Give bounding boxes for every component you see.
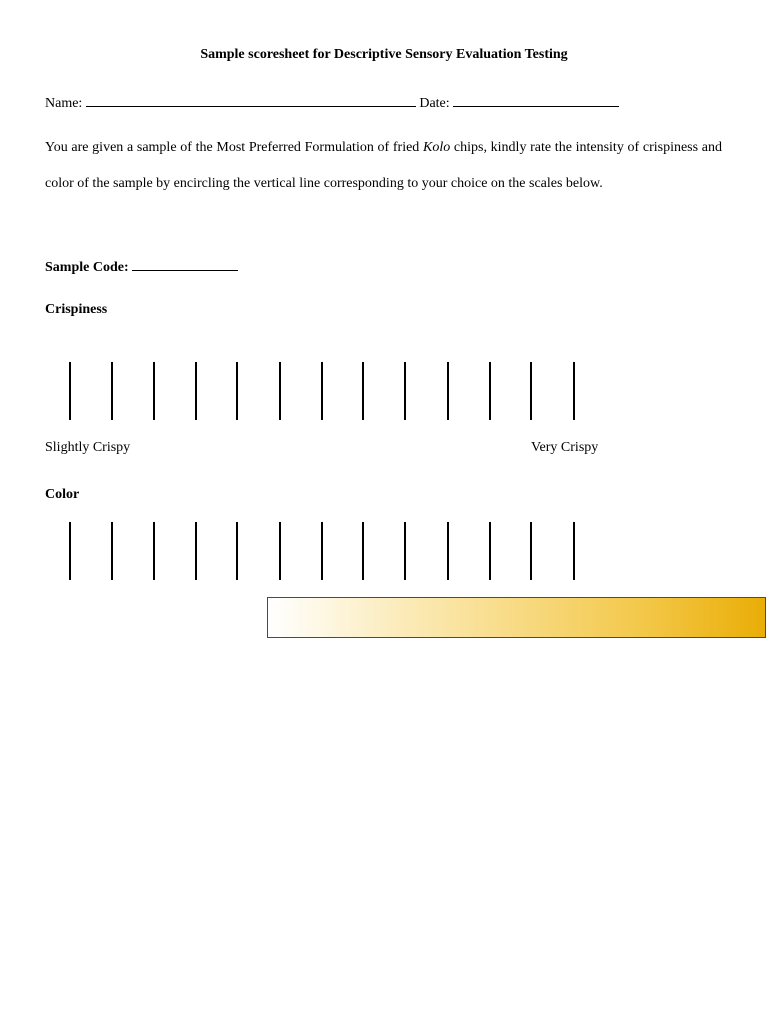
- page-title: Sample scoresheet for Descriptive Sensory Evaluation Testing: [200, 47, 568, 62]
- crispiness-scale-tick[interactable]: [404, 362, 406, 420]
- color-scale: [0, 522, 768, 582]
- crispiness-scale-tick[interactable]: [362, 362, 364, 420]
- crispiness-heading: Crispiness: [45, 302, 108, 317]
- color-scale-tick[interactable]: [153, 522, 155, 580]
- color-scale-tick[interactable]: [489, 522, 491, 580]
- crispiness-scale-tick[interactable]: [69, 362, 71, 420]
- sample-code-label: Sample Code:: [45, 260, 129, 275]
- crispiness-scale-tick[interactable]: [195, 362, 197, 420]
- crispiness-scale-tick[interactable]: [111, 362, 113, 420]
- date-label: Date:: [419, 96, 450, 111]
- instructions-italic: Kolo: [423, 140, 451, 155]
- color-scale-tick[interactable]: [573, 522, 575, 580]
- color-scale-tick[interactable]: [279, 522, 281, 580]
- crispiness-right-label: Very Crispy: [531, 440, 599, 455]
- color-scale-tick[interactable]: [195, 522, 197, 580]
- crispiness-scale-tick[interactable]: [447, 362, 449, 420]
- color-scale-tick[interactable]: [404, 522, 406, 580]
- crispiness-scale-tick[interactable]: [321, 362, 323, 420]
- instructions-text-1: You are given a sample of the Most Preferred Formulation of fried: [45, 140, 423, 155]
- instructions-paragraph: [45, 130, 722, 201]
- color-scale-tick[interactable]: [321, 522, 323, 580]
- crispiness-scale-tick[interactable]: [279, 362, 281, 420]
- color-heading: Color: [45, 487, 80, 502]
- crispiness-scale: [0, 362, 768, 422]
- sample-code-field[interactable]: [132, 256, 238, 271]
- color-scale-tick[interactable]: [447, 522, 449, 580]
- crispiness-scale-tick[interactable]: [236, 362, 238, 420]
- name-label: Name:: [45, 96, 83, 111]
- crispiness-scale-tick[interactable]: [153, 362, 155, 420]
- color-scale-tick[interactable]: [69, 522, 71, 580]
- color-scale-tick[interactable]: [111, 522, 113, 580]
- color-gradient-bar: [267, 597, 766, 638]
- color-scale-tick[interactable]: [236, 522, 238, 580]
- name-date-row: [45, 92, 619, 112]
- crispiness-left-label: Slightly Crispy: [45, 440, 131, 455]
- color-scale-tick[interactable]: [362, 522, 364, 580]
- crispiness-scale-tick[interactable]: [489, 362, 491, 420]
- crispiness-scale-tick[interactable]: [573, 362, 575, 420]
- date-field[interactable]: [453, 92, 619, 107]
- name-field[interactable]: [86, 92, 416, 107]
- crispiness-scale-tick[interactable]: [530, 362, 532, 420]
- instructions-text-2: chips, kindly rate the intensity of crispiness and color of the sample by encircling the vertical line corresponding to your choice on the scales below.: [45, 140, 722, 191]
- sample-code-row: [45, 256, 238, 276]
- color-scale-tick[interactable]: [530, 522, 532, 580]
